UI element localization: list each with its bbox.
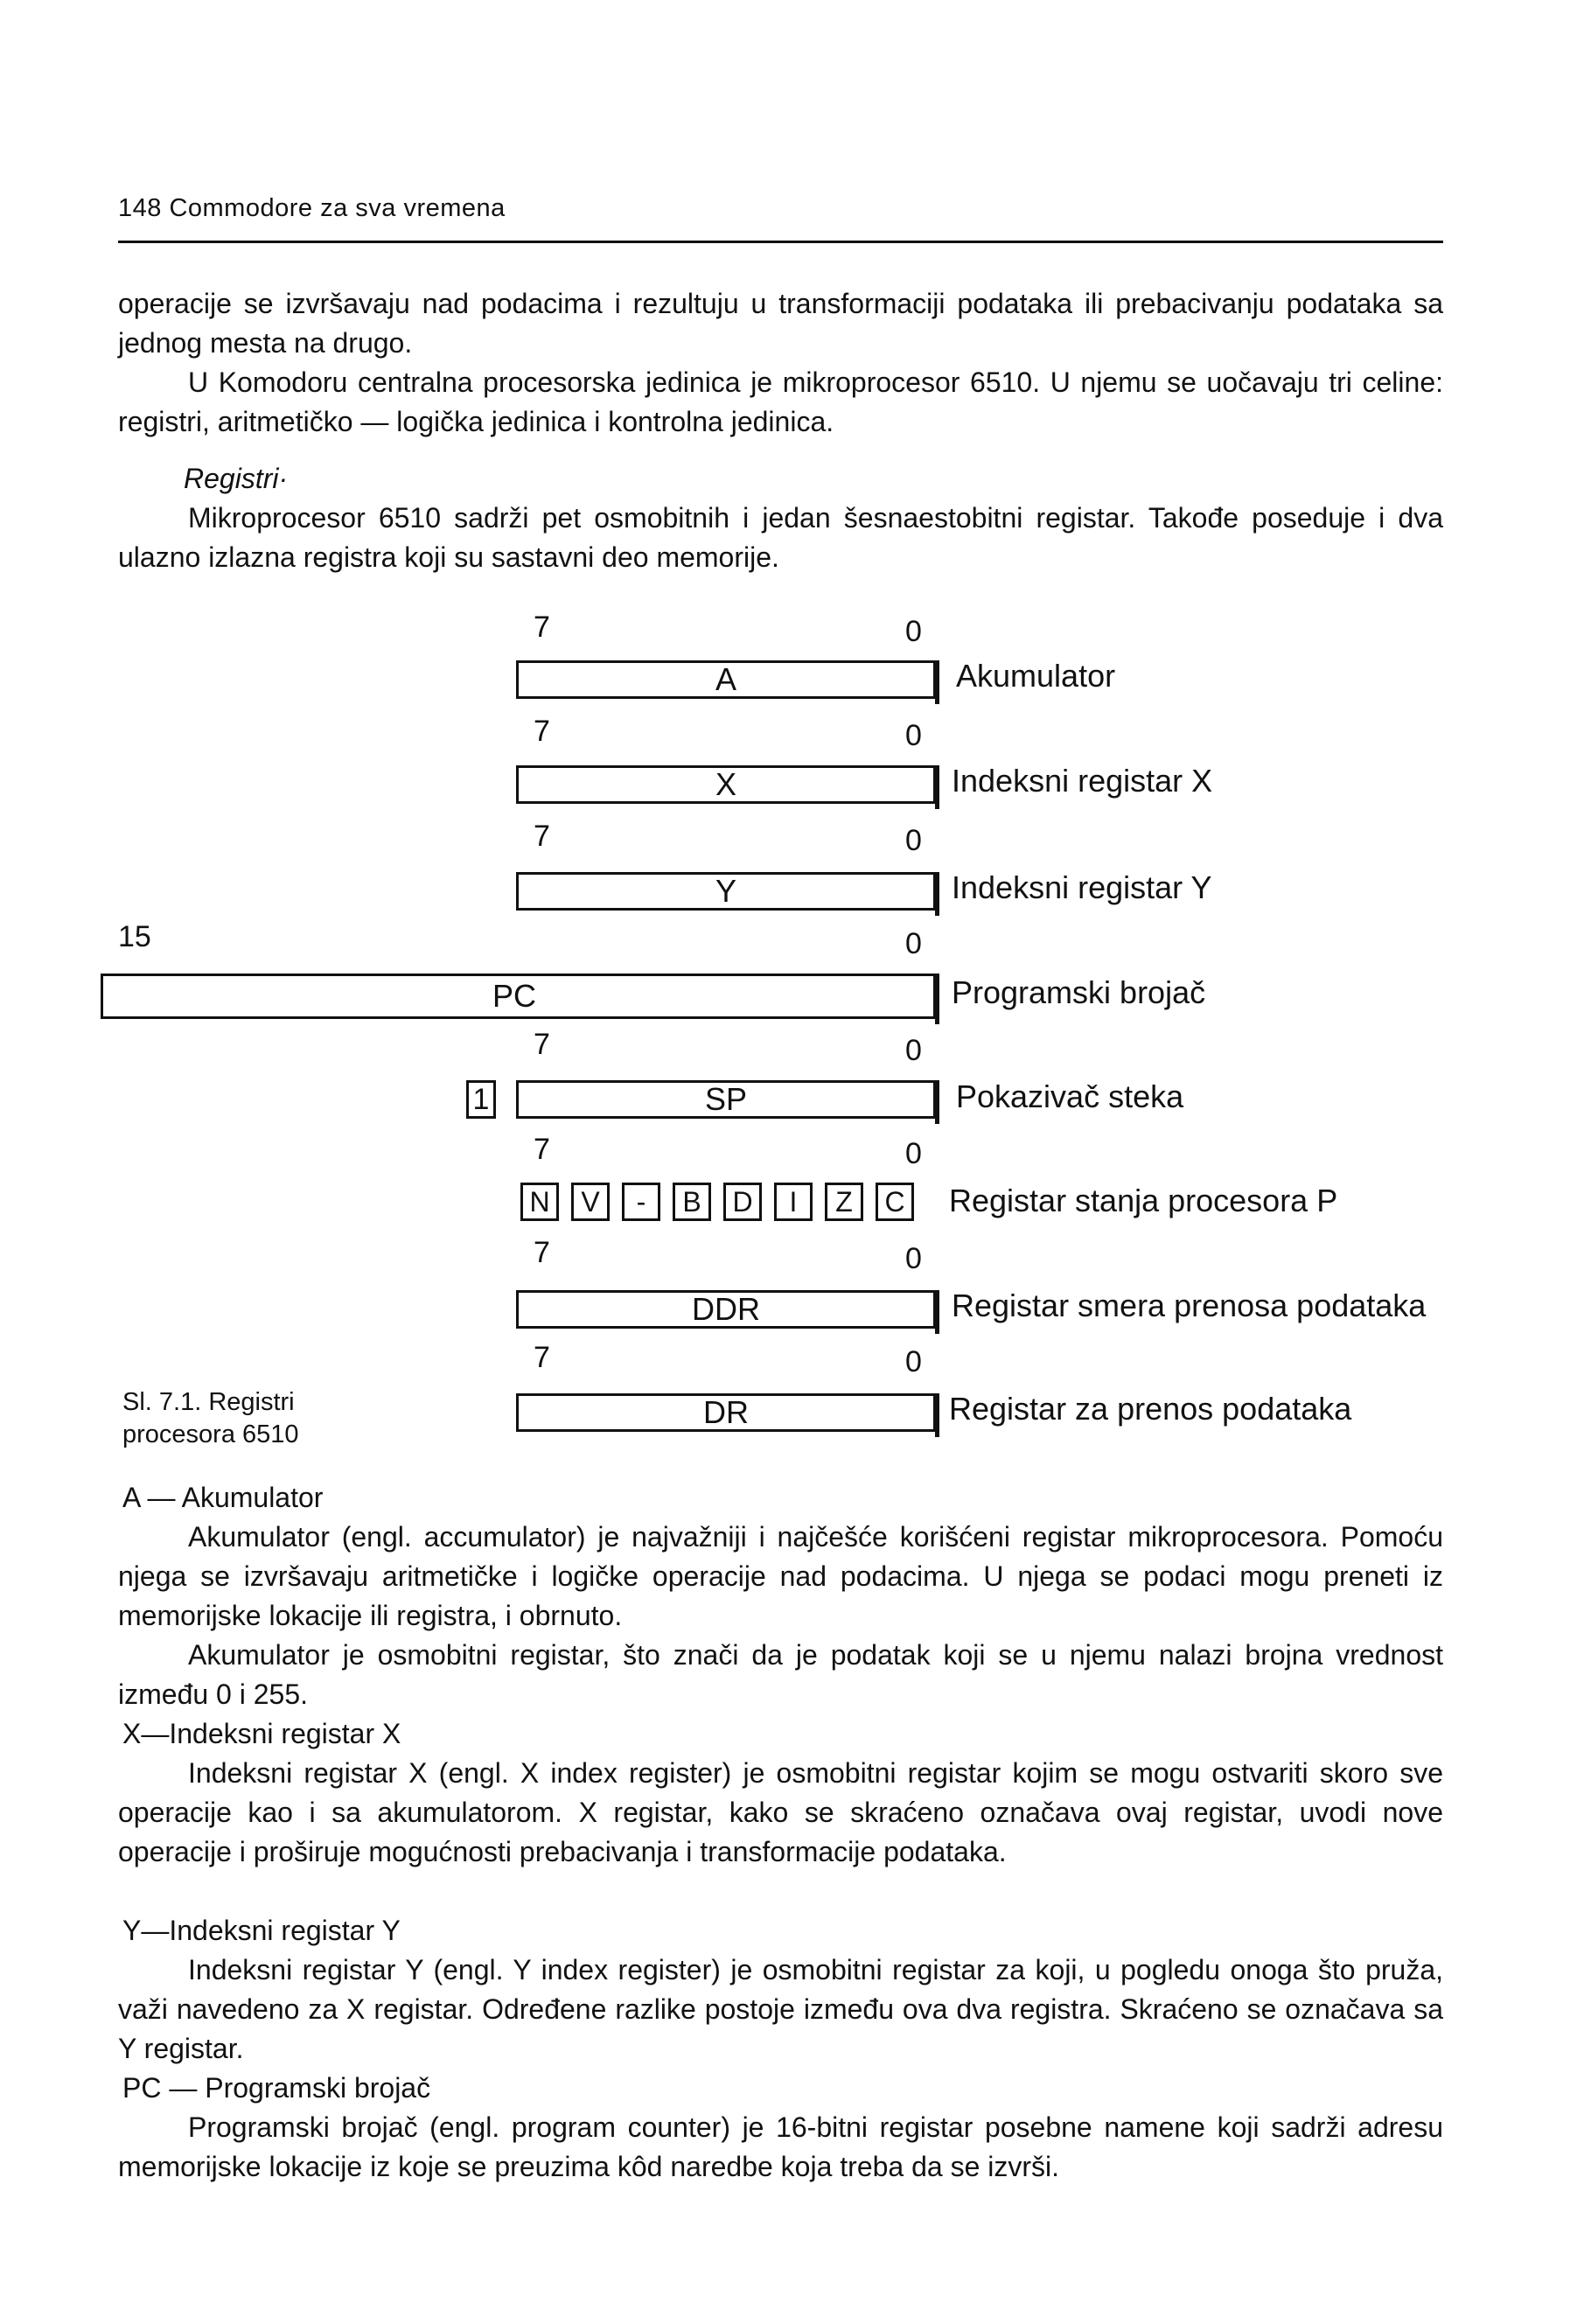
register-ddr: [516, 1290, 936, 1329]
bit-7-label: 7: [534, 820, 550, 853]
register-name: SP: [704, 1081, 748, 1117]
register-dr: [516, 1393, 936, 1432]
page-number: 148: [118, 194, 162, 222]
register-p-label: Registar stanja procesora P: [949, 1183, 1338, 1218]
section-x-paragraph: Indeksni registar X (engl. X index register) je osmobitni registar kojim se mogu ostvariti skoro sve operacije kao i sa akumulatorom. X registar, kako se skraćeno označava ovaj registar, uvodi nove operacije i proširuje mogućnosti prebacivanja i transformacije podataka.: [118, 1757, 1443, 1867]
section-pc-paragraph: Programski brojač (engl. program counter) je 16-bitni registar posebne namene koji sadrži adresu memorijske lokacije iz koje se preuzima kôd naredbe koja treba da se izvrši.: [118, 2111, 1443, 2182]
register-name: X: [715, 766, 736, 802]
flag-b: B: [673, 1183, 711, 1221]
flag-z: Z: [825, 1183, 863, 1221]
flag-c: C: [876, 1183, 914, 1221]
section-a-paragraph-2: Akumulator je osmobitni registar, što znači da je podatak koji se u njemu nalazi brojna vrednost između 0 i 255.: [118, 1639, 1443, 1710]
running-header: [118, 194, 506, 223]
intro-paragraph-1: operacije se izvršavaju nad podacima i rezultuju u transformaciji podataka ili prebacivanju podataka sa jednog mesta na drugo.: [118, 288, 1443, 359]
bit-0-label: 0: [905, 1242, 922, 1275]
figure-caption: [122, 1386, 299, 1451]
bit-0-label: 0: [905, 824, 922, 857]
register-sp: [516, 1080, 936, 1119]
register-a-label: Akumulator: [956, 658, 1116, 694]
flag-n: N: [520, 1183, 559, 1221]
header-rule: [118, 241, 1443, 243]
flag-unused: -: [622, 1183, 660, 1221]
register-ddr-label: Registar smera prenosa podataka: [952, 1288, 1427, 1323]
bit-0-label: 0: [905, 1034, 922, 1067]
register-pc: [101, 974, 936, 1019]
bit-0-label: 0: [905, 1137, 922, 1170]
section-heading-x: X—Indeksni registar X: [122, 1718, 401, 1749]
register-sp-label: Pokazivač steka: [956, 1078, 1184, 1114]
section-heading-y: Y—Indeksni registar Y: [122, 1915, 401, 1946]
bit-0-label: 0: [905, 615, 922, 648]
register-name: PC: [492, 978, 537, 1014]
caption-line: Sl. 7.1. Registri: [122, 1388, 295, 1416]
bit-7-label: 7: [534, 1236, 550, 1269]
section-a-paragraph-1: Akumulator (engl. accumulator) je najvažniji i najčešće korišćeni registar mikroprocesora. Pomoću njega se izvršavaju aritmetičke i logičke operacije nad podacima. U njega se podaci mogu preneti iz memorijske lokacije ili registra, i obrnuto.: [118, 1521, 1443, 1631]
flag-v: V: [571, 1183, 610, 1221]
bit-7-label: 7: [534, 1133, 550, 1166]
intro-paragraph-2: U Komodoru centralna procesorska jedinica je mikroprocesor 6510. U njemu se uočavaju tri celine: registri, aritmetičko — logička jedinica i kontrolna jedinica.: [118, 366, 1443, 437]
registri-paragraph: Mikroprocesor 6510 sadrži pet osmobitnih i jedan šesnaestobitni registar. Takođe poseduje i dva ulazno izlazna registra koji su sastavni deo memorije.: [118, 502, 1443, 573]
bit-15-label: 15: [118, 920, 151, 953]
register-name: DDR: [692, 1291, 760, 1327]
section-heading-a: A — Akumulator: [122, 1482, 324, 1513]
register-name: A: [715, 661, 736, 697]
register-dr-label: Registar za prenos podataka: [949, 1391, 1352, 1427]
register-x-label: Indeksni registar X: [952, 763, 1213, 799]
sp-high-bit: 1: [466, 1080, 496, 1119]
bit-7-label: 7: [534, 1341, 550, 1374]
bit-7-label: 7: [534, 1028, 550, 1061]
bit-0-label: 0: [905, 1345, 922, 1378]
book-title: Commodore za sva vremena: [169, 194, 506, 222]
register-x: [516, 765, 936, 804]
section-y-paragraph: Indeksni registar Y (engl. Y index register) je osmobitni registar za koji, u pogledu onoga što pruža, važi navedeno za X registar. Određene razlike postoje između ova dva registra. Skraćeno se označava sa Y registar.: [118, 1954, 1443, 2064]
register-y-label: Indeksni registar Y: [952, 869, 1212, 905]
bit-7-label: 7: [534, 611, 550, 644]
bit-0-label: 0: [905, 927, 922, 960]
bit-7-label: 7: [534, 715, 550, 748]
bit-0-label: 0: [905, 719, 922, 752]
flag-i: I: [774, 1183, 813, 1221]
caption-line: procesora 6510: [122, 1420, 299, 1448]
registri-heading: Registri·: [184, 463, 289, 494]
register-name: Y: [715, 873, 736, 909]
register-pc-label: Programski brojač: [952, 974, 1206, 1010]
flag-d: D: [723, 1183, 762, 1221]
register-y: [516, 872, 936, 911]
section-heading-pc: PC — Programski brojač: [122, 2072, 431, 2104]
register-p-flags: [520, 1183, 914, 1221]
register-a: [516, 660, 936, 699]
register-name: DR: [703, 1394, 749, 1430]
